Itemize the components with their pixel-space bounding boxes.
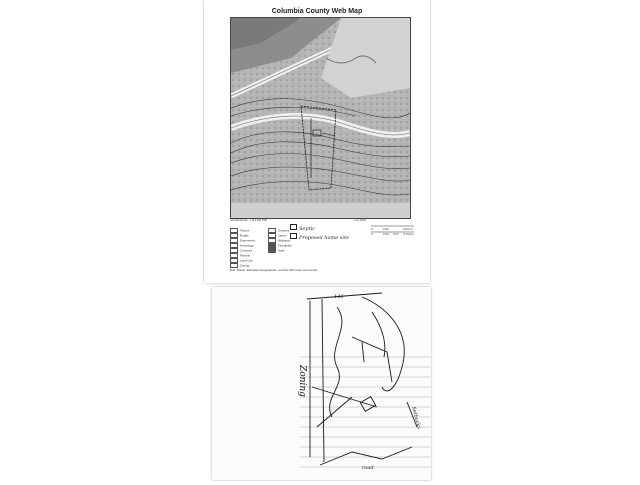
map-attribution: Esri, Maxar, Earthstar Geographics, and the GIS User Community (230, 268, 318, 272)
scale-ratio: 1:2,400 (354, 218, 366, 222)
legend-item: Contours (230, 248, 252, 253)
sketch-label-setbacks: Setbacks (410, 405, 422, 430)
page-title: Columbia County Web Map (271, 8, 363, 15)
sketch-label-zoning: Zoning (297, 365, 307, 397)
sketch-label-road: road (362, 465, 374, 471)
scale-label-3: 0 (371, 232, 373, 235)
scale-label-6: 0.13 km (403, 232, 414, 235)
legend-item: Floodplain (268, 243, 292, 248)
legend-item: Streams (268, 228, 289, 233)
legend-item: Roads (230, 233, 249, 238)
scale-label-4: 0.02 (383, 232, 389, 235)
map-timestamp: 11/25/2024, 7:01:45 PM (230, 218, 268, 222)
legend-item: Zoning (230, 263, 249, 268)
handwritten-note-home-site: Proposed home site (290, 233, 349, 241)
legend-item: Hydrology (230, 243, 254, 248)
site-sketch-page (212, 287, 431, 480)
legend-item: Wetlands (268, 238, 290, 243)
aerial-map-graphic (231, 18, 410, 218)
legend-item: Easements (230, 238, 255, 243)
legend-item: Land Use (230, 258, 253, 263)
scale-label-5: 0.07 (393, 232, 399, 235)
legend-item: Taxlots (230, 228, 249, 233)
map-image (230, 17, 411, 219)
legend-item: Soils (268, 248, 285, 253)
scale-label-1: 0.02 (383, 227, 389, 231)
map-printout-page (204, 0, 430, 283)
handwritten-note-septic: Septic (290, 224, 315, 232)
legend-item: Parcels (230, 253, 250, 258)
site-sketch-drawing (212, 287, 431, 480)
legend-item: Lakes (268, 233, 286, 238)
scale-label-2: 0.04 mi (403, 227, 413, 231)
sketch-label-146: 146 (334, 294, 344, 300)
map-scale (354, 218, 366, 222)
scale-label-0: 0 (371, 227, 373, 231)
